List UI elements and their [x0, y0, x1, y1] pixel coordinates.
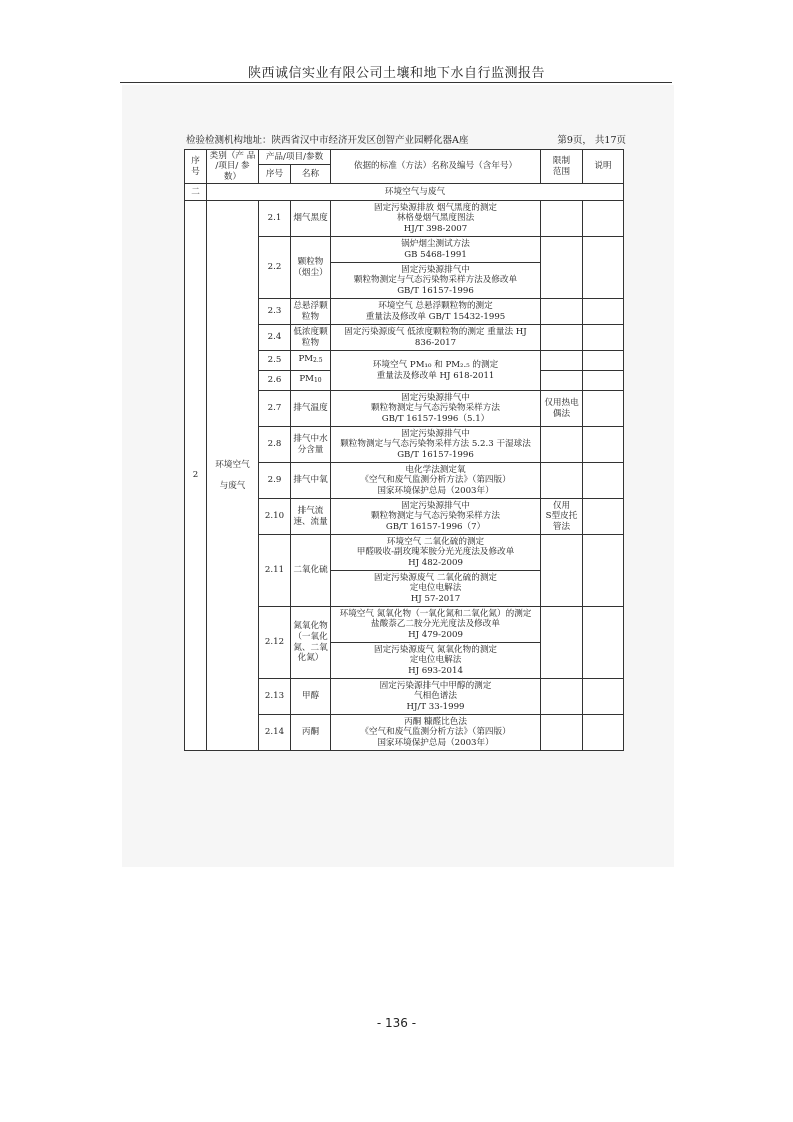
item-standard: 固定污染源废气 氮氧化物的测定 定电位电解法 HJ 693-2014	[331, 643, 541, 679]
item-name: 烟气黑度	[291, 201, 331, 237]
org-address: 检验检测机构地址：陕西省汉中市经济开发区创智产业园孵化器A座	[186, 135, 469, 146]
item-no: 2.14	[259, 715, 291, 751]
item-standard: 固定污染源排气中甲醇的测定 气相色谱法 HJ/T 33-1999	[331, 679, 541, 715]
main-row-category: 环境空气 与废气	[207, 201, 259, 751]
col-header-note: 说明	[583, 150, 624, 184]
header-row-1	[185, 150, 624, 165]
section-seq: 二	[185, 184, 207, 201]
item-name	[291, 371, 331, 391]
org-address-line	[186, 135, 626, 147]
item-no: 2.6	[259, 371, 291, 391]
item-name: 排气温度	[291, 391, 331, 427]
item-note	[583, 715, 624, 751]
item-limit	[541, 463, 583, 499]
item-limit	[541, 607, 583, 679]
item-note	[583, 463, 624, 499]
section-row	[185, 184, 624, 201]
item-name: 颗粒物 （烟尘）	[291, 237, 331, 299]
item-limit	[541, 237, 583, 299]
item-note	[583, 499, 624, 535]
item-name: 低浓度颗 粒物	[291, 325, 331, 351]
item-standard: 环境空气 总悬浮颗粒物的测定 重量法及修改单 GB/T 15432-1995	[331, 299, 541, 325]
item-name-subscript: 2.5	[313, 357, 323, 365]
item-limit	[541, 679, 583, 715]
item-note	[583, 391, 624, 427]
item-no: 2.4	[259, 325, 291, 351]
item-limit: 仅用热电 偶法	[541, 391, 583, 427]
item-no: 2.12	[259, 607, 291, 679]
item-note	[583, 299, 624, 325]
item-note	[583, 427, 624, 463]
page-header: 陕西诚信实业有限公司土壤和地下水自行监测报告	[247, 66, 545, 81]
item-no: 2.10	[259, 499, 291, 535]
item-limit	[541, 371, 583, 391]
item-name: 丙酮	[291, 715, 331, 751]
item-name: 甲醇	[291, 679, 331, 715]
item-standard: 固定污染源废气 低浓度颗粒物的测定 重量法 HJ 836-2017	[331, 325, 541, 351]
item-note	[583, 607, 624, 679]
item-standard: 固定污染源排放 烟气黑度的测定 林格曼烟气黑度图法 HJ/T 398-2007	[331, 201, 541, 237]
item-standard: 固定污染源废气 二氧化硫的测定 定电位电解法 HJ 57-2017	[331, 571, 541, 607]
item-name	[291, 351, 331, 371]
item-limit	[541, 201, 583, 237]
certificate-table	[184, 149, 624, 751]
page-info: 第9页， 共17页	[557, 135, 626, 146]
col-header-category: 类别（产 品 /项目/ 参 数）	[207, 150, 259, 184]
item-standard: 锅炉烟尘测试方法 GB 5468-1991	[331, 237, 541, 263]
item-note	[583, 325, 624, 351]
item-no: 2.2	[259, 237, 291, 299]
item-standard: 固定污染源排气中 颗粒物测定与气态污染物采样方法 5.2.3 干湿球法 GB/T 16157-1996	[331, 427, 541, 463]
item-note	[583, 535, 624, 607]
item-limit: 仅用 S型皮托 管法	[541, 499, 583, 535]
item-no: 2.9	[259, 463, 291, 499]
item-name-subscript: 10	[313, 377, 322, 385]
item-name: 氮氧化物 （一氧化 氮、二氧 化氮）	[291, 607, 331, 679]
page-number: - 136 -	[376, 1016, 417, 1030]
col-header-name: 名称	[291, 165, 331, 184]
col-header-limit: 限制 范围	[541, 150, 583, 184]
item-standard: 环境空气 PM₁₀ 和 PM₂.₅ 的测定 重量法及修改单 HJ 618-2011	[331, 351, 541, 391]
item-note	[583, 201, 624, 237]
item-name: 排气中氧	[291, 463, 331, 499]
col-header-group: 产品/项目/参数	[259, 150, 331, 165]
item-note	[583, 237, 624, 299]
item-name: 二氧化硫	[291, 535, 331, 607]
item-standard: 固定污染源排气中 颗粒物测定与气态污染物采样方法 GB/T 16157-1996（5.1）	[331, 391, 541, 427]
item-name: 排气中水 分含量	[291, 427, 331, 463]
item-standard: 环境空气 氮氧化物（一氧化氮和二氧化氮）的测定 盐酸萘乙二胺分光光度法及修改单 HJ 479-2009	[331, 607, 541, 643]
section-title: 环境空气与废气	[207, 184, 624, 201]
item-note	[583, 679, 624, 715]
item-standard: 固定污染源排气中 颗粒物测定与气态污染物采样方法 GB/T 16157-1996（7）	[331, 499, 541, 535]
item-no: 2.7	[259, 391, 291, 427]
main-row-seq: 2	[185, 201, 207, 751]
item-standard: 环境空气 二氧化硫的测定 甲醛吸收-副玫瑰苯胺分光光度法及修改单 HJ 482-2009	[331, 535, 541, 571]
item-no: 2.3	[259, 299, 291, 325]
item-no: 2.13	[259, 679, 291, 715]
item-no: 2.5	[259, 351, 291, 371]
header-rule	[120, 82, 672, 83]
item-no: 2.11	[259, 535, 291, 607]
item-limit	[541, 715, 583, 751]
item-no: 2.8	[259, 427, 291, 463]
item-standard: 电化学法测定氧 《空气和废气监测分析方法》（第四版） 国家环境保护总局（2003年）	[331, 463, 541, 499]
item-limit	[541, 325, 583, 351]
item-name-base: PM	[299, 374, 314, 385]
item-note	[583, 371, 624, 391]
item-name: 总悬浮颗 粒物	[291, 299, 331, 325]
item-no: 2.1	[259, 201, 291, 237]
item-limit	[541, 299, 583, 325]
col-header-standard: 依据的标准（方法）名称及编号（含年号）	[331, 150, 541, 184]
item-standard: 丙酮 糠醛比色法 《空气和废气监测分析方法》（第四版） 国家环境保护总局（2003年）	[331, 715, 541, 751]
table-row	[185, 201, 624, 237]
col-header-sub-seq: 序号	[259, 165, 291, 184]
item-name-base: PM	[298, 354, 314, 365]
item-standard: 固定污染源排气中 颗粒物测定与气态污染物采样方法及修改单 GB/T 16157-1996	[331, 263, 541, 299]
col-header-seq: 序 号	[185, 150, 207, 184]
item-limit	[541, 535, 583, 607]
item-name: 排气流 速、流量	[291, 499, 331, 535]
item-note	[583, 351, 624, 371]
item-limit	[541, 427, 583, 463]
item-limit	[541, 351, 583, 371]
